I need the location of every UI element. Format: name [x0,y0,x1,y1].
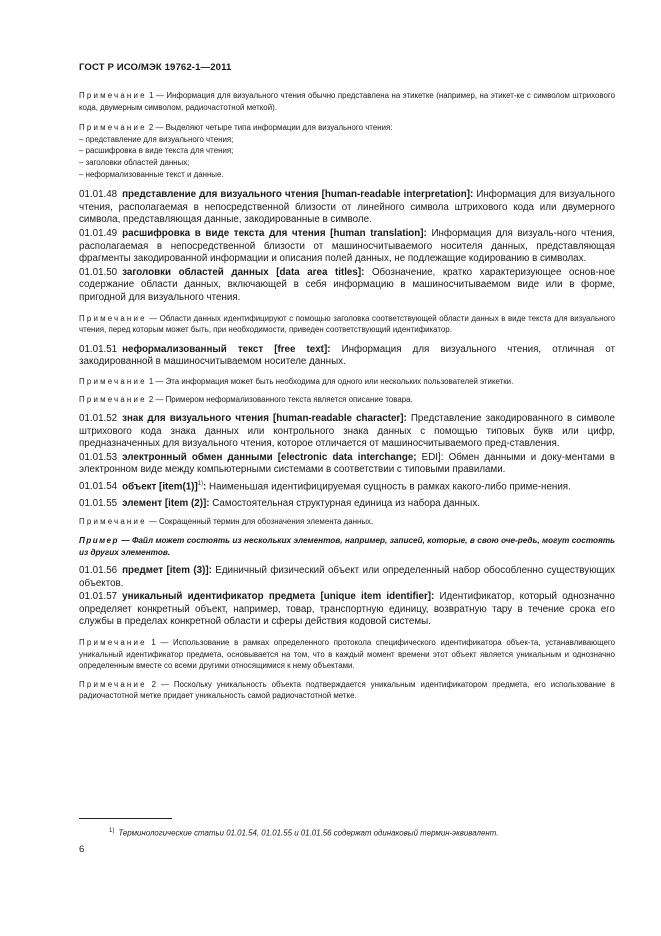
term-entry-01-01-48: 01.01.48 представление для визуального чтения [human-readable interpretation]: Информация для визуального чтения, располагаемая в непосредственной близости от линейного символа штрихового кода или двумерного символа, представляющая данные, закодированные в символе. [79,189,615,226]
main-content [79,90,615,702]
page-number: 6 [79,844,85,855]
footnote-mark: 1) [109,828,115,834]
example-paragraph: Пример — Файл может состоять из нескольких элементов, например, записей, которые, в свою оче-редь, могут состоять из других элементов. [79,536,615,558]
footnote-ref: 1) [197,481,204,488]
dash-list [79,134,615,180]
note-paragraph: Примечание 2 — Выделяют четыре типа информации для визуального чтения: – представление для визуального чтения; – расшифровка в виде текста для чтения; – заголовки областей данных; – неформализованные текст и данные. [79,122,615,180]
term-entry-01-01-56: 01.01.56 предмет [item (3)]: Единичный физический объект или определенный набор обособленно существующих объектов. [79,565,615,589]
term-entry-01-01-51: 01.01.51 неформализованный текст [free text]: Информация для визуального чтения, отличная от закодированной в машиносчитываемом носителе данных. [79,343,615,368]
note-paragraph: Примечание — Области данных идентифицируют с помощью заголовка соответствующей области данных в виде текста для визуального чтения, перед которым может быть, при необходимости, приведен соответствующий идентификатор. [79,313,615,335]
term-entry-01-01-55: 01.01.55 элемент [item (2)]: Самостоятельная структурная единица из набора данных. [79,497,480,509]
list-item: – расшифровка в виде текста для чтения; [79,146,234,156]
note-paragraph: Примечание 1 — Информация для визуального чтения обычно представлена на этикетке (например, на этикет-ке с символом штрихового кода, двумерным символом, радиочастотной меткой). [79,91,615,112]
list-item: – заголовки областей данных; [79,157,190,167]
note-paragraph: Примечание — Сокращенный термин для обозначения элемента данных. [79,517,374,527]
note-paragraph: Примечание 1 — Эта информация может быть необходима для одного или нескольких пользователей этикетки. [79,376,514,386]
footnote-divider [79,818,172,819]
term-entry-01-01-54: 01.01.54 объект [item(1)]$^{1)}$: Наименьшая идентифицируемая сущность в рамках какого-либо приме-нения. [79,481,571,493]
list-item: – неформализованные текст и данные. [79,169,224,179]
term-entry-01-01-49: 01.01.49 расшифровка в виде текста для чтения [human translation]: Информация для визуаль-ного чтения, располагаемая в непосредственной близости от машиносчитываемого носителя данных, представляющая фрагменты закодированной информации и описания полей данных, не подлежащие кодированию в символах. [79,227,615,265]
document-header: ГОСТ Р ИСО/МЭК 19762-1—2011 [79,62,232,73]
footnote [79,826,615,839]
list-item: – представление для визуального чтения; [79,134,234,144]
term-entry-01-01-52: 01.01.52 знак для визуального чтения [human-readable character]: Представление закодированного в символе штрихового кода знака данных или контрольного знака данных с помощью типовых букв или цифр, предназначенных для визуального чтения, которое отличается от машиносчитываемого пред-ставления. [79,413,615,450]
term-entry-01-01-57: 01.01.57 уникальный идентификатор предмета [unique item identifier]: Идентификатор, который однозначно определяет конкретный объект, например, товар, транспортную единицу, возвратную тару в течение срока его службы в пределах конкретной области и сферы действия кодовой системы. [79,591,615,628]
footnote-text: Терминологические статьи 01.01.54, 01.01.55 и 01.01.56 содержат одинаковый термин-эквивалент. [118,828,499,838]
term-entry-01-01-50: 01.01.50 заголовки областей данных [data area titles]: Обозначение, кратко характеризующее основ-ное содержание области данных, включающей в себя информацию в машиносчитываемом виде или в форме, пригодной для визуального чтения. [79,266,615,303]
note-paragraph: Примечание 1 — Использование в рамках определенного протокола специфического идентификатора объек-та, устанавливающего уникальный идентификатор предмета, основывается на том, что в каждый момент времени этот объект является уникальным и однозначно определенным вместе со всеми другими относящимися к нему объектами. [79,638,615,671]
note-paragraph: Примечание 2 — Поскольку уникальность объекта подтверждается уникальным идентификатором предмета, его использование в радиочастотной метке придает уникальность самой радиочастотной метке. [79,679,615,701]
note-paragraph: Примечание 2 — Примером неформализованного текста является описание товара. [79,395,413,405]
term-entry-01-01-53: 01.01.53 электронный обмен данными [electronic data interchange; EDI]: Обмен данными и доку-ментами в электронном виде между компьютерными системами в соответствии с типовыми правилами. [79,451,615,476]
